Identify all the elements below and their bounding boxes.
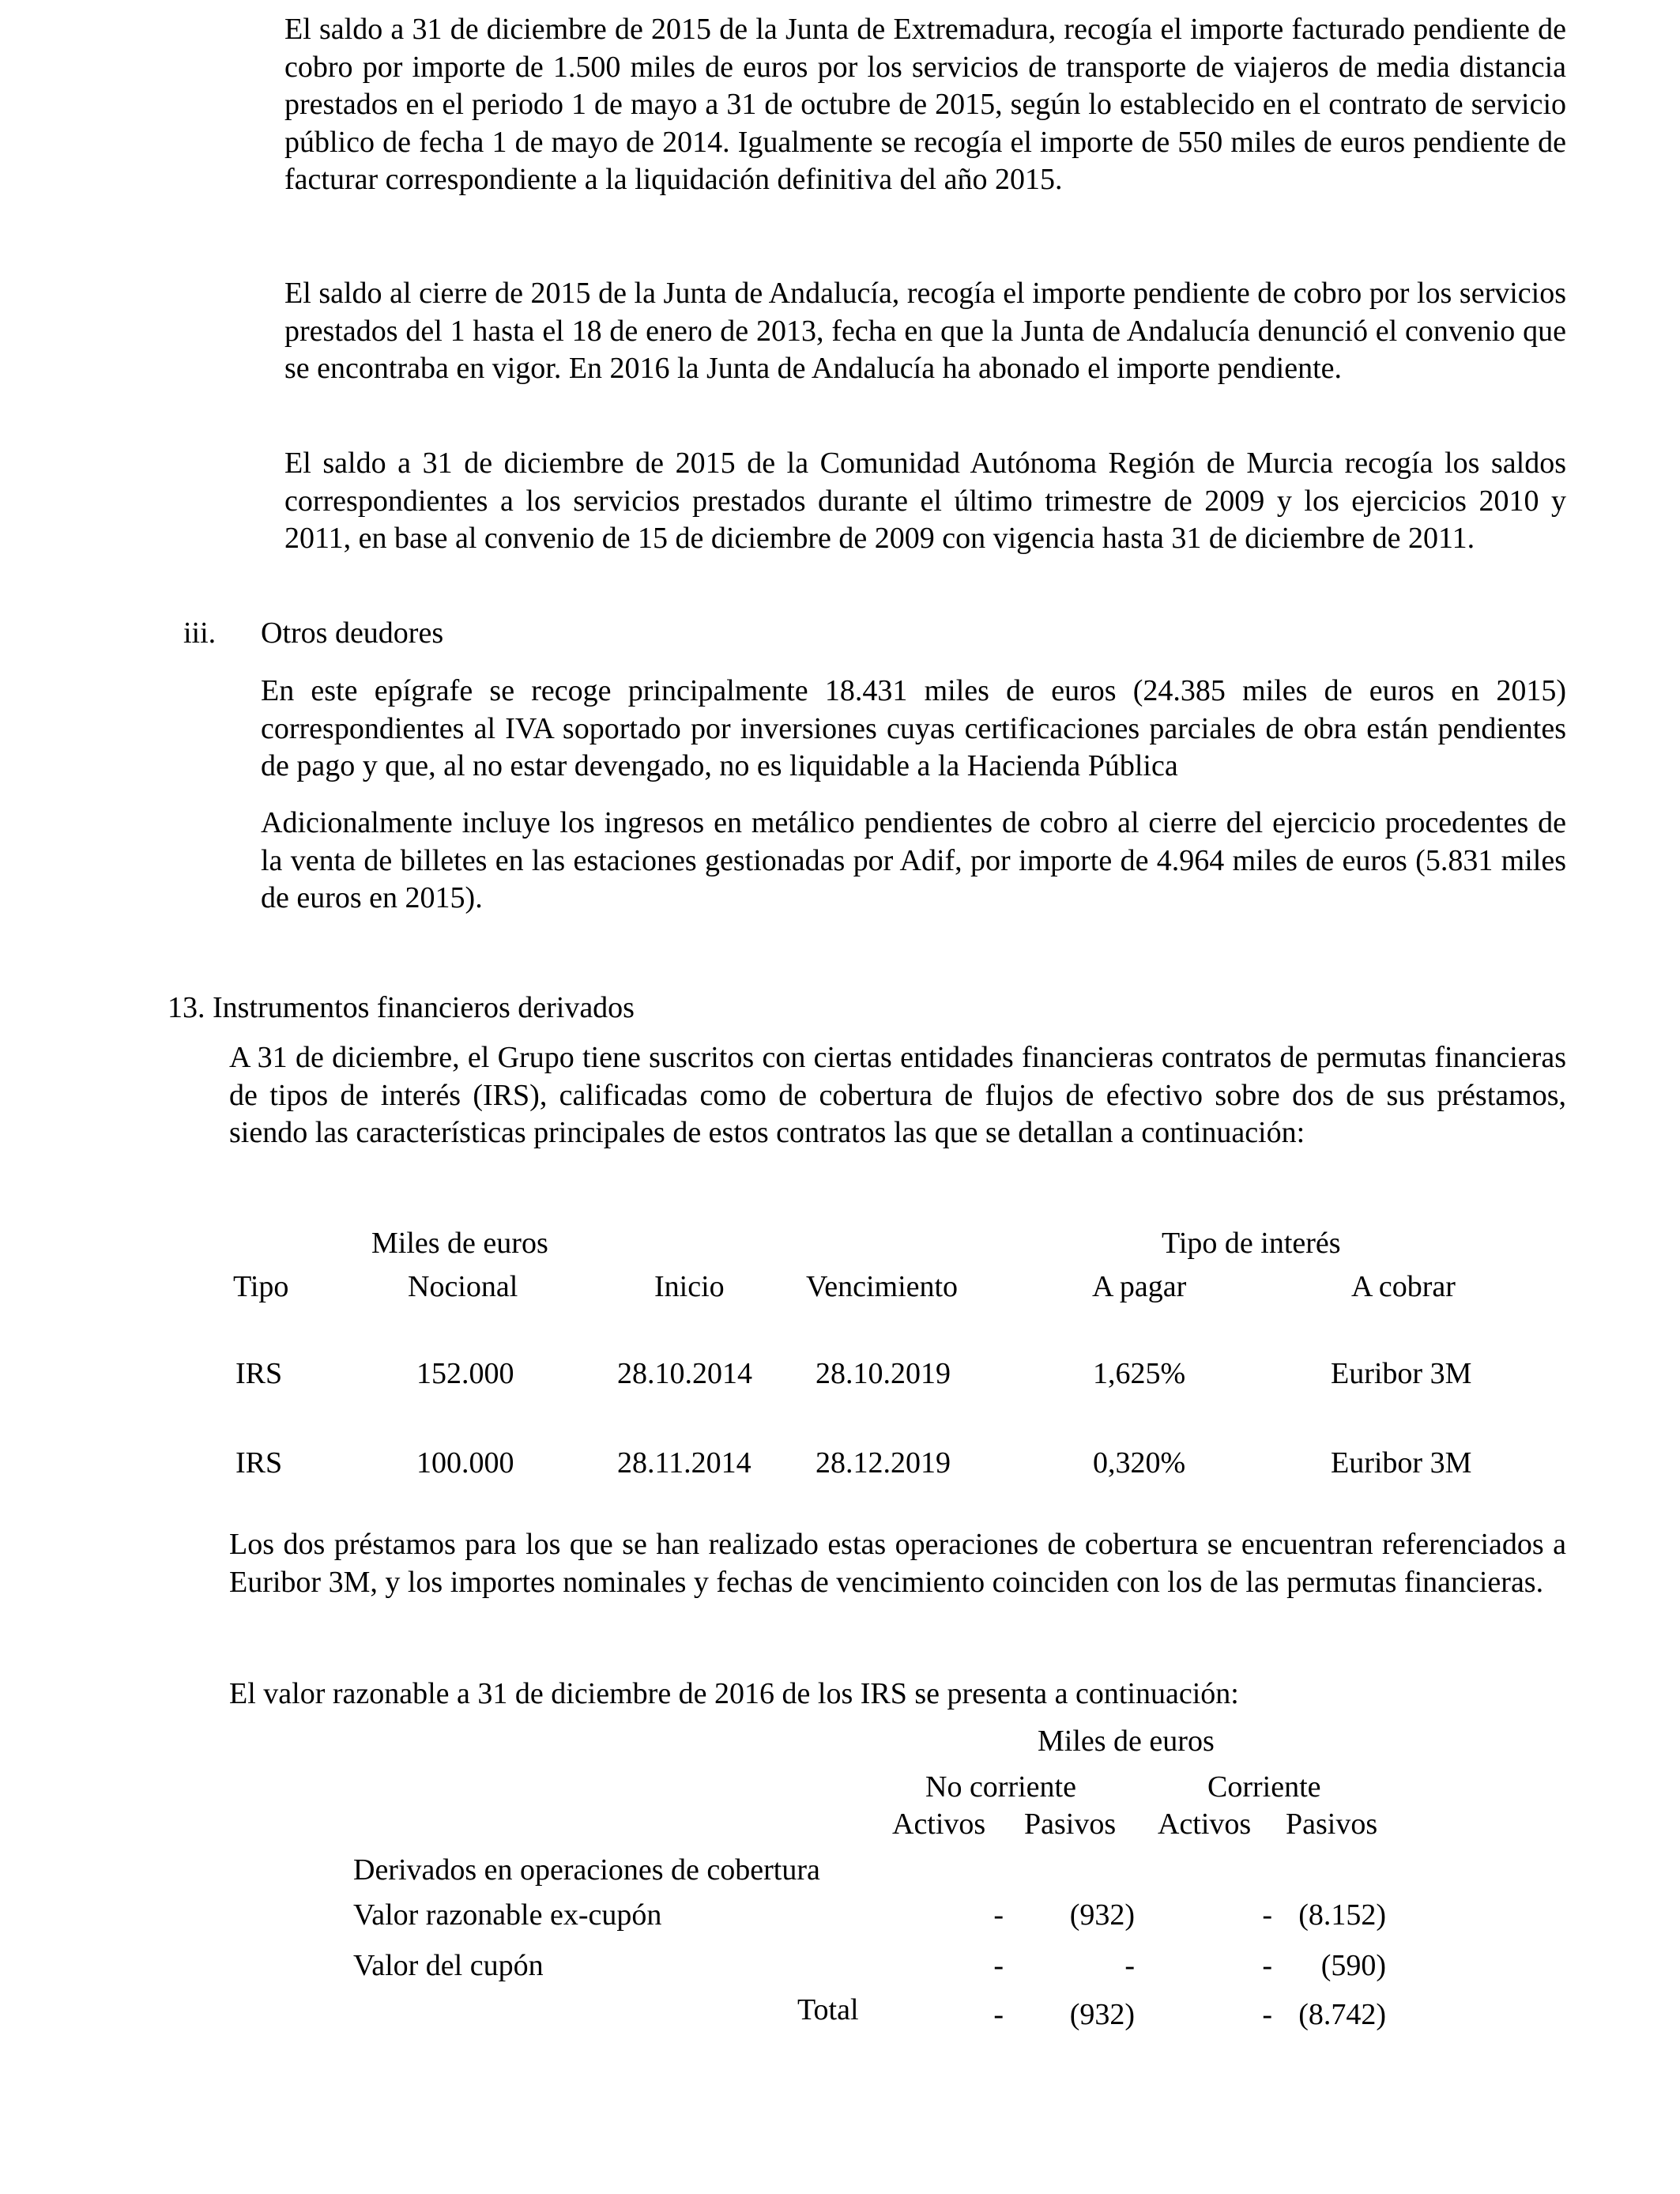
- fv-group-miles: Miles de euros: [1038, 1725, 1215, 1758]
- section-heading: 13. Instrumentos financieros derivados: [168, 991, 635, 1024]
- table-cell: Euribor 3M: [1331, 1357, 1472, 1390]
- fv-header-activos: Activos: [892, 1808, 986, 1841]
- table-cell: (932): [1069, 1998, 1135, 2031]
- fv-group-no-corriente: No corriente: [925, 1770, 1076, 1804]
- table-cell: 1,625%: [1093, 1357, 1186, 1390]
- fv-header-activos: Activos: [1158, 1808, 1252, 1841]
- fv-section-label: Derivados en operaciones de cobertura: [353, 1853, 820, 1887]
- table-cell: 28.10.2014: [617, 1357, 752, 1390]
- table-cell: IRS: [235, 1446, 283, 1480]
- fv-group-corriente: Corriente: [1207, 1770, 1321, 1804]
- fv-header-pasivos: Pasivos: [1286, 1808, 1378, 1841]
- table-cell: 100.000: [416, 1446, 514, 1480]
- list-numeral: iii.: [183, 616, 217, 650]
- paragraph-fair-value-intro: El valor razonable a 31 de diciembre de 2016 de los IRS se presenta a continuación:: [229, 1677, 1239, 1710]
- paragraph-otros-1: En este epígrafe se recoge principalmente 18.431 miles de euros (24.385 miles de euros en 2015) correspondientes al IVA soportado por inversiones cuyas certificaciones parciales de obra están pendientes de pago y que, al no estar devengado, no es liquidable a la Hacienda Pública: [261, 674, 1566, 782]
- table-cell: -: [1262, 1998, 1272, 2031]
- paragraph-andalucia: El saldo al cierre de 2015 de la Junta de Andalucía, recogía el importe pendiente de cobro por los servicios prestados del 1 hasta el 18 de enero de 2013, fecha en que la Junta de Andalucía denunció el convenio que se encontraba en vigor. En 2016 la Junta de Andalucía ha abonado el importe pendiente.: [284, 277, 1566, 385]
- irs-header-tipo: Tipo: [233, 1270, 289, 1303]
- table-cell: -: [993, 1949, 1004, 1982]
- table-cell: -: [1262, 1898, 1272, 1932]
- paragraph-murcia: El saldo a 31 de diciembre de 2015 de la Comunidad Autónoma Región de Murcia recogía los saldos correspondientes a los servicios prestados durante el último trimestre de 2009 y los ejercicios 2010 y 2011, en base al convenio de 15 de diciembre de 2009 con vigencia hasta 31 de diciembre de 2011.: [284, 447, 1566, 555]
- table-cell: (8.152): [1298, 1898, 1386, 1932]
- fv-row-label: Valor razonable ex-cupón: [353, 1898, 662, 1932]
- table-cell: 28.12.2019: [816, 1446, 951, 1480]
- table-cell: -: [1124, 1949, 1135, 1982]
- paragraph-extremadura: El saldo a 31 de diciembre de 2015 de la Junta de Extremadura, recogía el importe facturado pendiente de cobro por importe de 1.500 miles de euros por los servicios de transporte de viajeros de media distancia prestados en el periodo 1 de mayo a 31 de octubre de 2015, según lo establecido en el contrato de servicio público de fecha 1 de mayo de 2014. Igualmente se recogía el importe de 550 miles de euros pendiente de facturar correspondiente a la liquidación definitiva del año 2015.: [284, 13, 1566, 196]
- table-cell: -: [993, 1998, 1004, 2031]
- table-cell: 28.10.2019: [816, 1357, 951, 1390]
- table-cell: (590): [1320, 1949, 1386, 1982]
- table-cell: 0,320%: [1093, 1446, 1186, 1480]
- fv-row-label: Valor del cupón: [353, 1949, 544, 1982]
- irs-group-miles: Miles de euros: [371, 1227, 548, 1260]
- paragraph-loans: Los dos préstamos para los que se han realizado estas operaciones de cobertura se encuentran referenciados a Euribor 3M, y los importes nominales y fechas de vencimiento coinciden con los de las permutas financieras.: [229, 1528, 1566, 1599]
- table-cell: -: [993, 1898, 1004, 1932]
- table-cell: -: [1262, 1949, 1272, 1982]
- irs-header-vencimiento: Vencimiento: [806, 1270, 959, 1303]
- table-cell: 152.000: [416, 1357, 514, 1390]
- subheading-otros-deudores: Otros deudores: [261, 616, 444, 650]
- table-cell: IRS: [235, 1357, 283, 1390]
- fv-header-pasivos: Pasivos: [1024, 1808, 1117, 1841]
- table-cell: (932): [1069, 1898, 1135, 1932]
- table-cell: 28.11.2014: [617, 1446, 751, 1480]
- irs-group-tipo: Tipo de interés: [1162, 1227, 1341, 1260]
- irs-header-a-pagar: A pagar: [1092, 1270, 1187, 1303]
- table-cell: Euribor 3M: [1331, 1446, 1472, 1480]
- fv-total-label: Total: [797, 1993, 859, 2026]
- irs-header-a-cobrar: A cobrar: [1351, 1270, 1456, 1303]
- paragraph-otros-2: Adicionalmente incluye los ingresos en metálico pendientes de cobro al cierre del ejercicio procedentes de la venta de billetes en las estaciones gestionadas por Adif, por importe de 4.964 miles de euros (5.831 miles de euros en 2015).: [261, 806, 1566, 914]
- irs-header-nocional: Nocional: [408, 1270, 518, 1303]
- irs-header-inicio: Inicio: [654, 1270, 725, 1303]
- paragraph-irs-intro: A 31 de diciembre, el Grupo tiene suscritos con ciertas entidades financieras contratos de permutas financieras de tipos de interés (IRS), calificadas como de cobertura de flujos de efectivo sobre dos de sus préstamos, siendo las características principales de estos contratos las que se detallan a continuación:: [229, 1041, 1566, 1149]
- table-cell: (8.742): [1298, 1998, 1386, 2031]
